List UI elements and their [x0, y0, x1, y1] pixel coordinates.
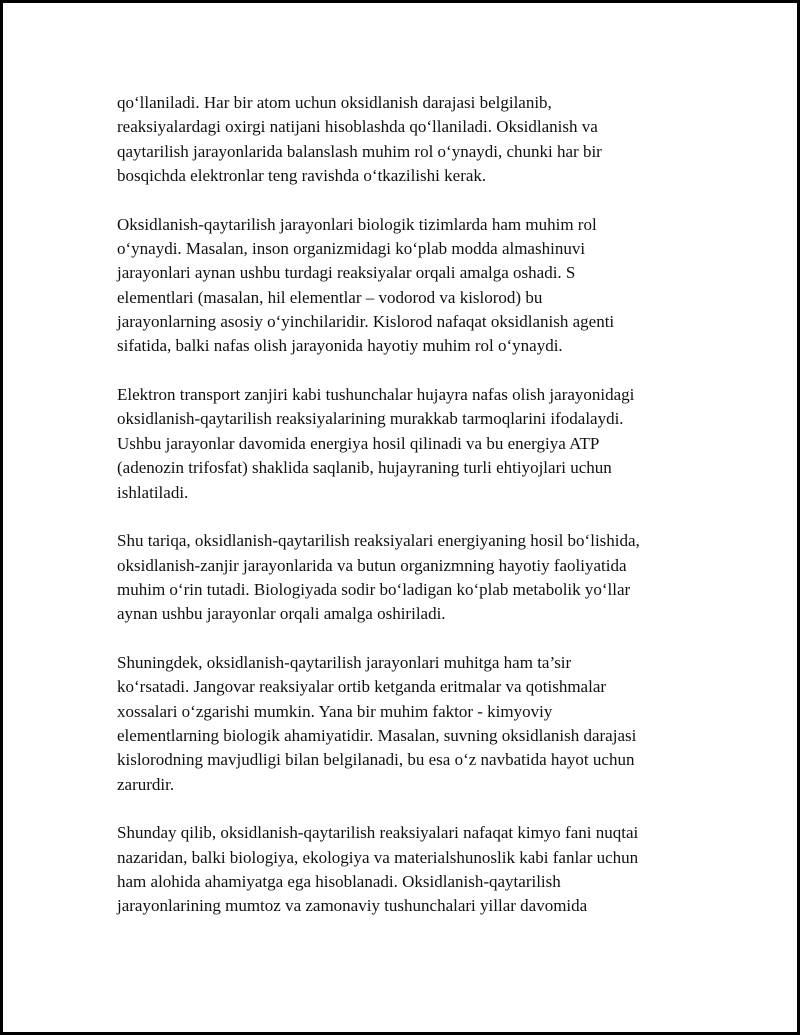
text-line: (adenozin trifosfat) shaklida saqlanib, hujayraning turli ehtiyojlari uchun	[117, 458, 612, 478]
text-line: ham alohida ahamiyatga ega hisoblanadi. Oksidlanish-qaytarilish	[117, 872, 561, 891]
text-line: nazaridan, balki biologiya, ekologiya va materialshunoslik kabi fanlar uchun	[117, 847, 639, 867]
text-line: oksidlanish-qaytarilish reaksiyalarining murakkab tarmoqlarini ifodalaydi.	[117, 409, 624, 429]
text-line: Elektron transport zanjiri kabi tushunchalar hujayra nafas olish jarayonidagi	[117, 385, 635, 405]
text-line: xossalari o‘zgarishi mumkin. Yana bir muhim faktor - kimyoviy	[117, 701, 553, 721]
text-line: jarayonlarining mumtoz va zamonaviy tushunchalari yillar davomida	[117, 896, 588, 916]
text-line: jarayonlarning asosiy o‘yinchilaridir. Kislorod nafaqat oksidlanish agenti	[117, 312, 615, 332]
text-line: jarayonlari aynan ushbu turdagi reaksiyalar orqali amalga oshadi. S	[117, 263, 576, 283]
text-line: elementlarning biologik ahamiyatidir. Masalan, suvning oksidlanish darajasi	[117, 725, 637, 745]
text-line: zarurdir.	[117, 774, 175, 794]
text-line: ko‘rsatadi. Jangovar reaksiyalar ortib ketganda eritmalar va qotishmalar	[117, 677, 607, 697]
text-line: o‘ynaydi. Masalan, inson organizmidagi ko‘plab modda almashinuvi	[117, 239, 586, 259]
paragraph	[117, 821, 640, 918]
paragraph	[117, 529, 640, 626]
text-line: kislorodning mavjudligi bilan belgilanadi, bu esa o‘z navbatida hayot uchun	[117, 750, 635, 770]
text-line: bosqichda elektronlar teng ravishda o‘tkazilishi kerak.	[117, 166, 487, 186]
text-line: sifatida, balki nafas olish jarayonida hayotiy muhim rol o‘ynaydi.	[117, 336, 563, 356]
text-line: ishlatiladi.	[117, 482, 189, 502]
text-line: muhim o‘rin tutadi. Biologiyada sodir bo‘ladigan ko‘plab metabolik yo‘llar	[117, 579, 631, 599]
document-body	[117, 91, 640, 919]
text-line: qo‘llaniladi. Har bir atom uchun oksidlanish darajasi belgilanib,	[117, 93, 552, 112]
text-line: aynan ushbu jarayonlar orqali amalga oshiriladi.	[117, 604, 446, 624]
text-line: reaksiyalardagi oxirgi natijani hisoblashda qo‘llaniladi. Oksidlanish va	[117, 117, 598, 137]
text-line: Shu tariqa, oksidlanish-qaytarilish reaksiyalari energiyaning hosil bo‘lishida,	[117, 531, 640, 551]
paragraph	[117, 91, 640, 188]
text-line: elementlari (masalan, hil elementlar – vodorod va kislorod) bu	[117, 287, 543, 307]
text-line: Ushbu jarayonlar davomida energiya hosil qilinadi va bu energiya ATP	[117, 433, 600, 453]
paragraph	[117, 383, 640, 505]
paragraph	[117, 213, 640, 359]
paragraph	[117, 651, 640, 797]
text-line: Shuningdek, oksidlanish-qaytarilish jarayonlari muhitga ham ta’sir	[117, 652, 572, 672]
text-line: qaytarilish jarayonlarida balanslash muhim rol o‘ynaydi, chunki har bir	[117, 141, 602, 161]
text-line: Oksidlanish-qaytarilish jarayonlari biologik tizimlarda ham muhim rol	[117, 214, 597, 234]
text-line: oksidlanish-zanjir jarayonlarida va butun organizmning hayotiy faoliyatida	[117, 555, 627, 575]
text-line: Shunday qilib, oksidlanish-qaytarilish reaksiyalari nafaqat kimyo fani nuqtai	[117, 823, 639, 843]
